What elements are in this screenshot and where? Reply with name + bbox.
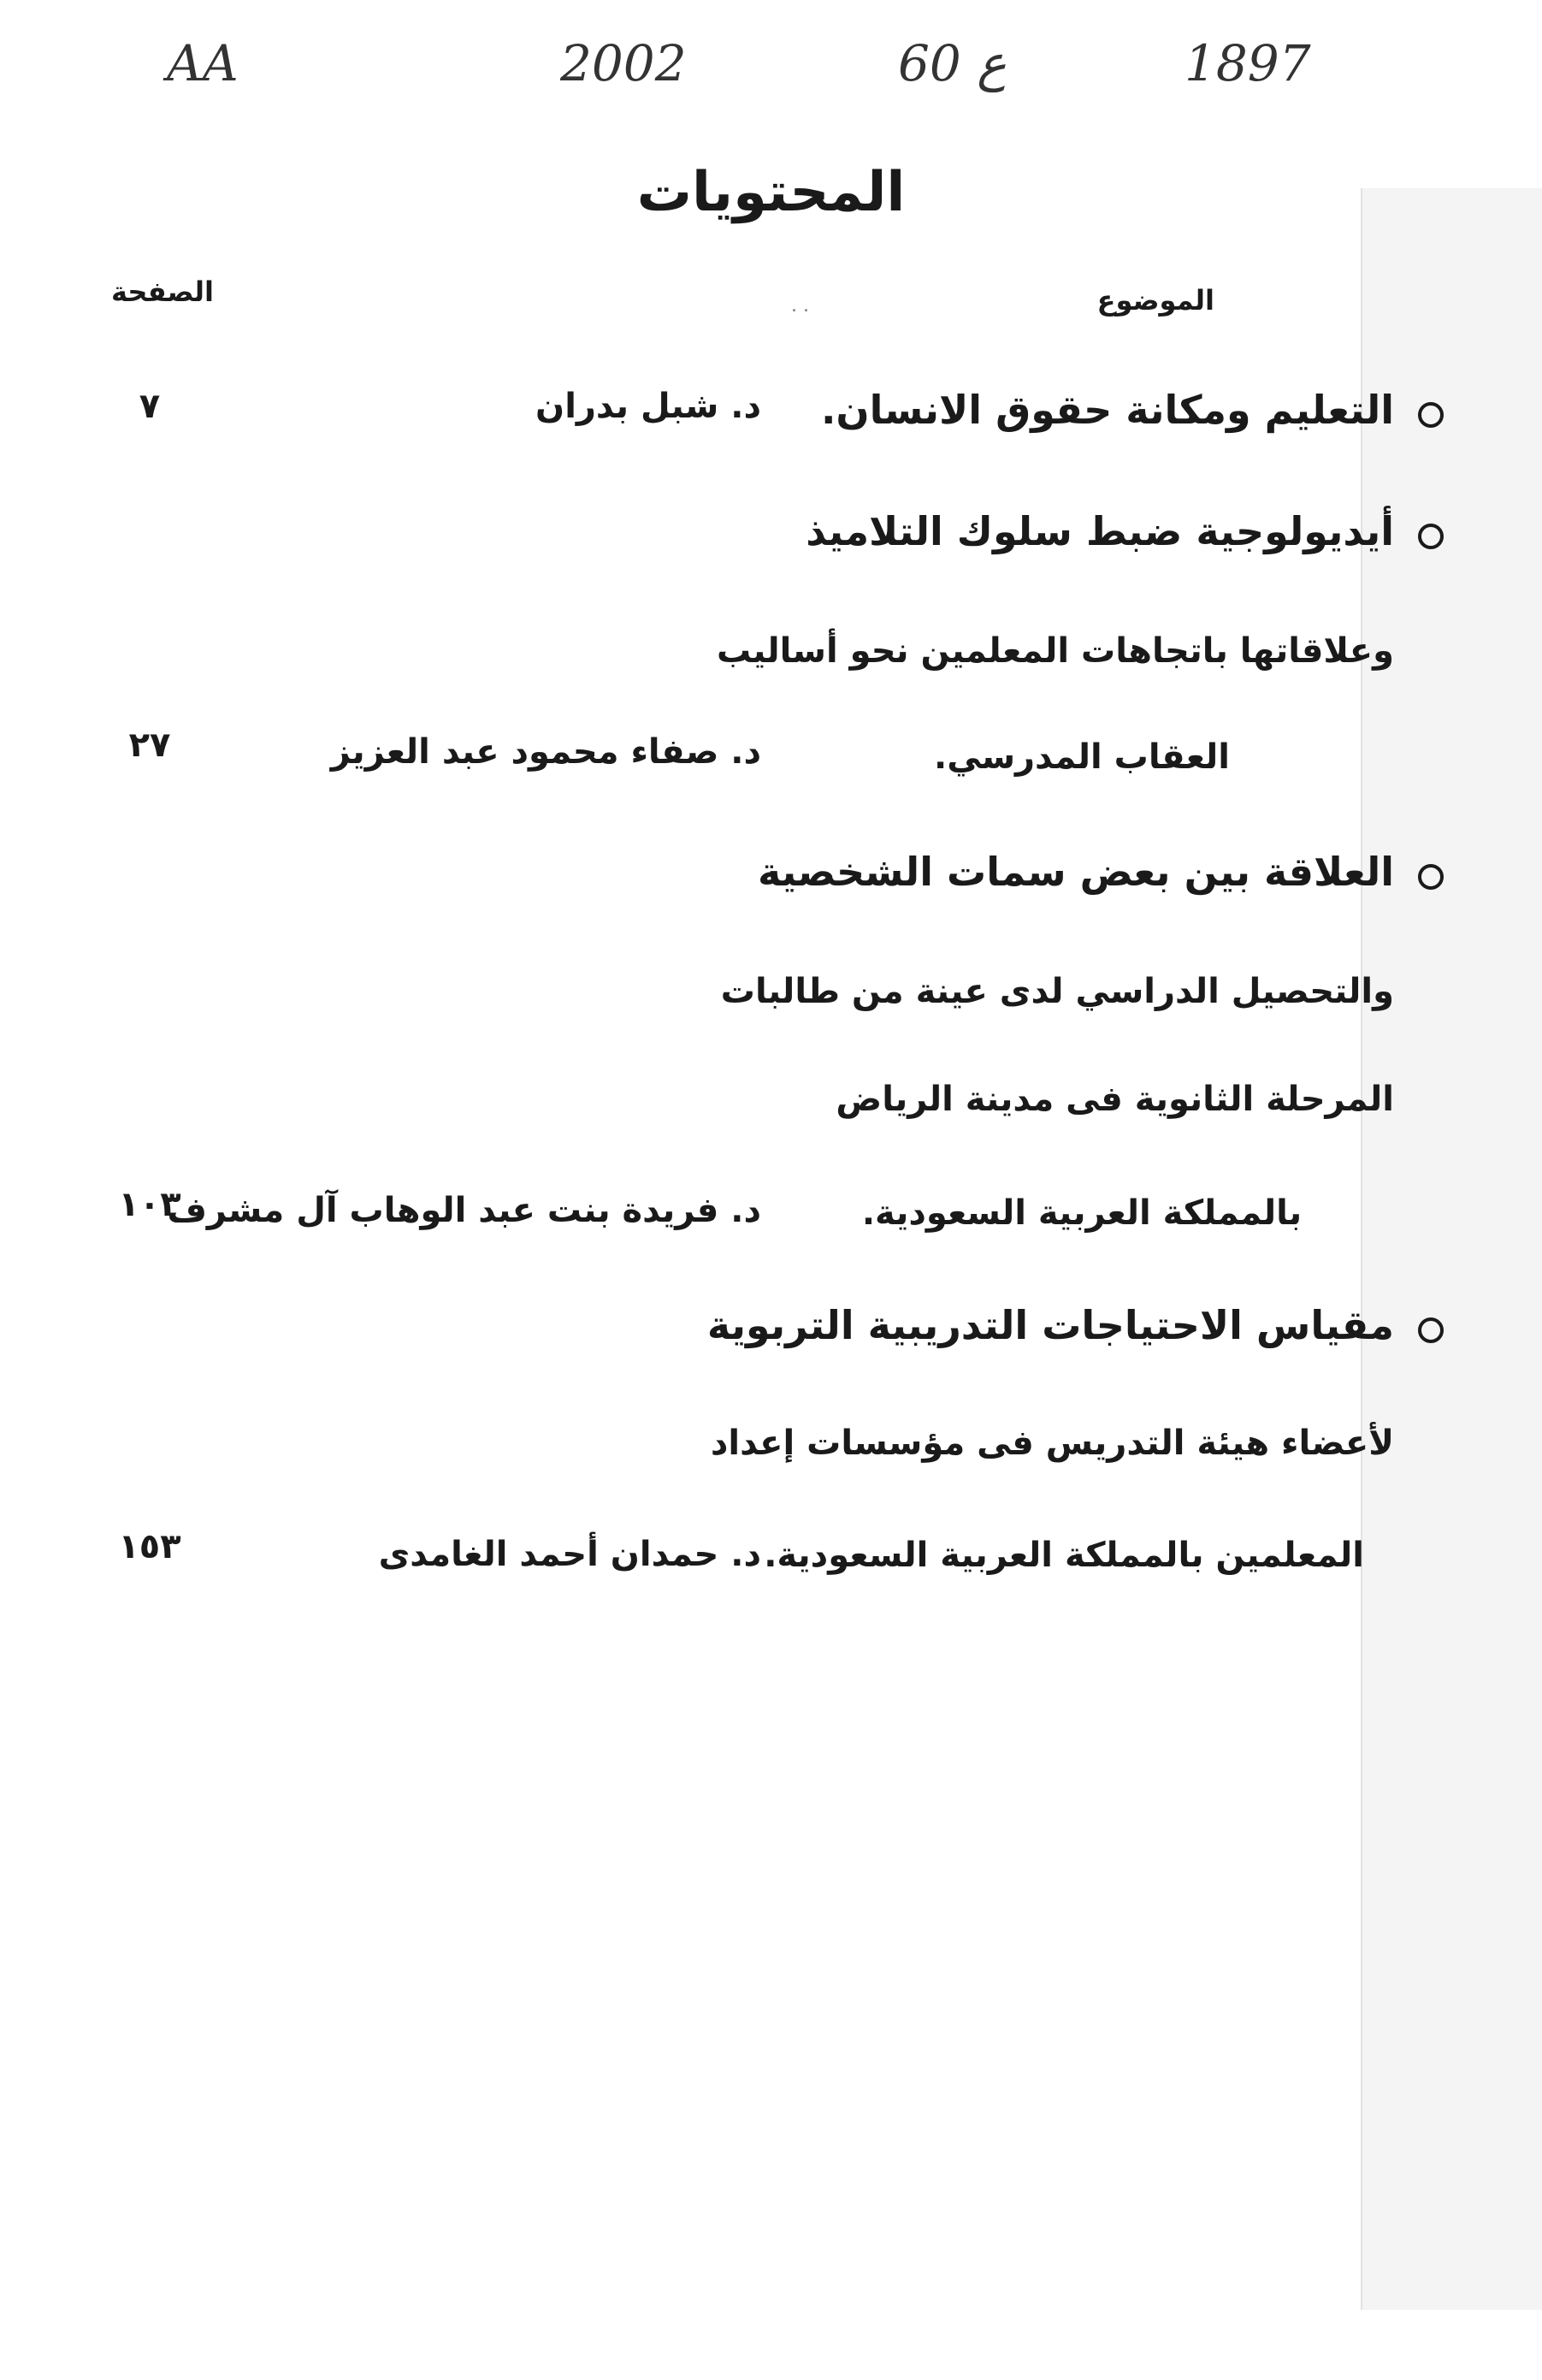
- handwritten-note: 1897: [1185, 34, 1311, 92]
- entry-page-number: ٧: [139, 387, 161, 426]
- entry-line: المرحلة الثانوية فى مدينة الرياض: [836, 1080, 1394, 1119]
- page-edge-shadow: [1361, 188, 1542, 2310]
- header-topic: الموضوع: [1096, 284, 1214, 317]
- entry-page-number: ١٠٣: [118, 1185, 181, 1224]
- speck: . .: [791, 295, 809, 317]
- entry-author: د. شبل بدران: [535, 387, 761, 426]
- bullet-icon: [1418, 524, 1444, 549]
- bullet-icon: [1418, 1317, 1444, 1343]
- entry-author: د. صفاء محمود عبد العزيز: [330, 732, 761, 772]
- handwritten-note: ع 60: [898, 34, 1007, 92]
- entry-line: والتحصيل الدراسي لدى عينة من طالبات: [720, 972, 1394, 1011]
- entry-line: وعلاقاتها باتجاهات المعلمين نحو أساليب: [716, 631, 1394, 671]
- entry-title: التعليم ومكانة حقوق الانسان.: [820, 387, 1394, 433]
- entry-author: د. حمدان أحمد الغامدى: [378, 1535, 761, 1574]
- bullet-icon: [1418, 402, 1444, 428]
- entry-page-number: ١٥٣: [118, 1527, 181, 1566]
- entry-line: المعلمين بالمملكة العربية السعودية.: [764, 1536, 1364, 1575]
- entry-title: أيديولوجية ضبط سلوك التلاميذ: [806, 508, 1394, 554]
- entry-author: د. فريدة بنت عبد الوهاب آل مشرف: [167, 1191, 761, 1230]
- entry-line: العقاب المدرسي.: [934, 737, 1230, 777]
- handwritten-note: AA: [167, 34, 239, 92]
- entry-line: لأعضاء هيئة التدريس فى مؤسسات إعداد: [710, 1424, 1394, 1463]
- entry-page-number: ٢٧: [128, 725, 171, 765]
- bullet-icon: [1418, 864, 1444, 890]
- header-page: الصفحة: [110, 275, 214, 308]
- handwritten-note: 2002: [560, 34, 687, 92]
- entry-title: مقياس الاحتياجات التدريبية التربوية: [706, 1302, 1394, 1348]
- entry-title: العلاقة بين بعض سمات الشخصية: [757, 849, 1394, 895]
- entry-line: بالمملكة العربية السعودية.: [861, 1193, 1303, 1233]
- page-title: المحتويات: [636, 161, 906, 224]
